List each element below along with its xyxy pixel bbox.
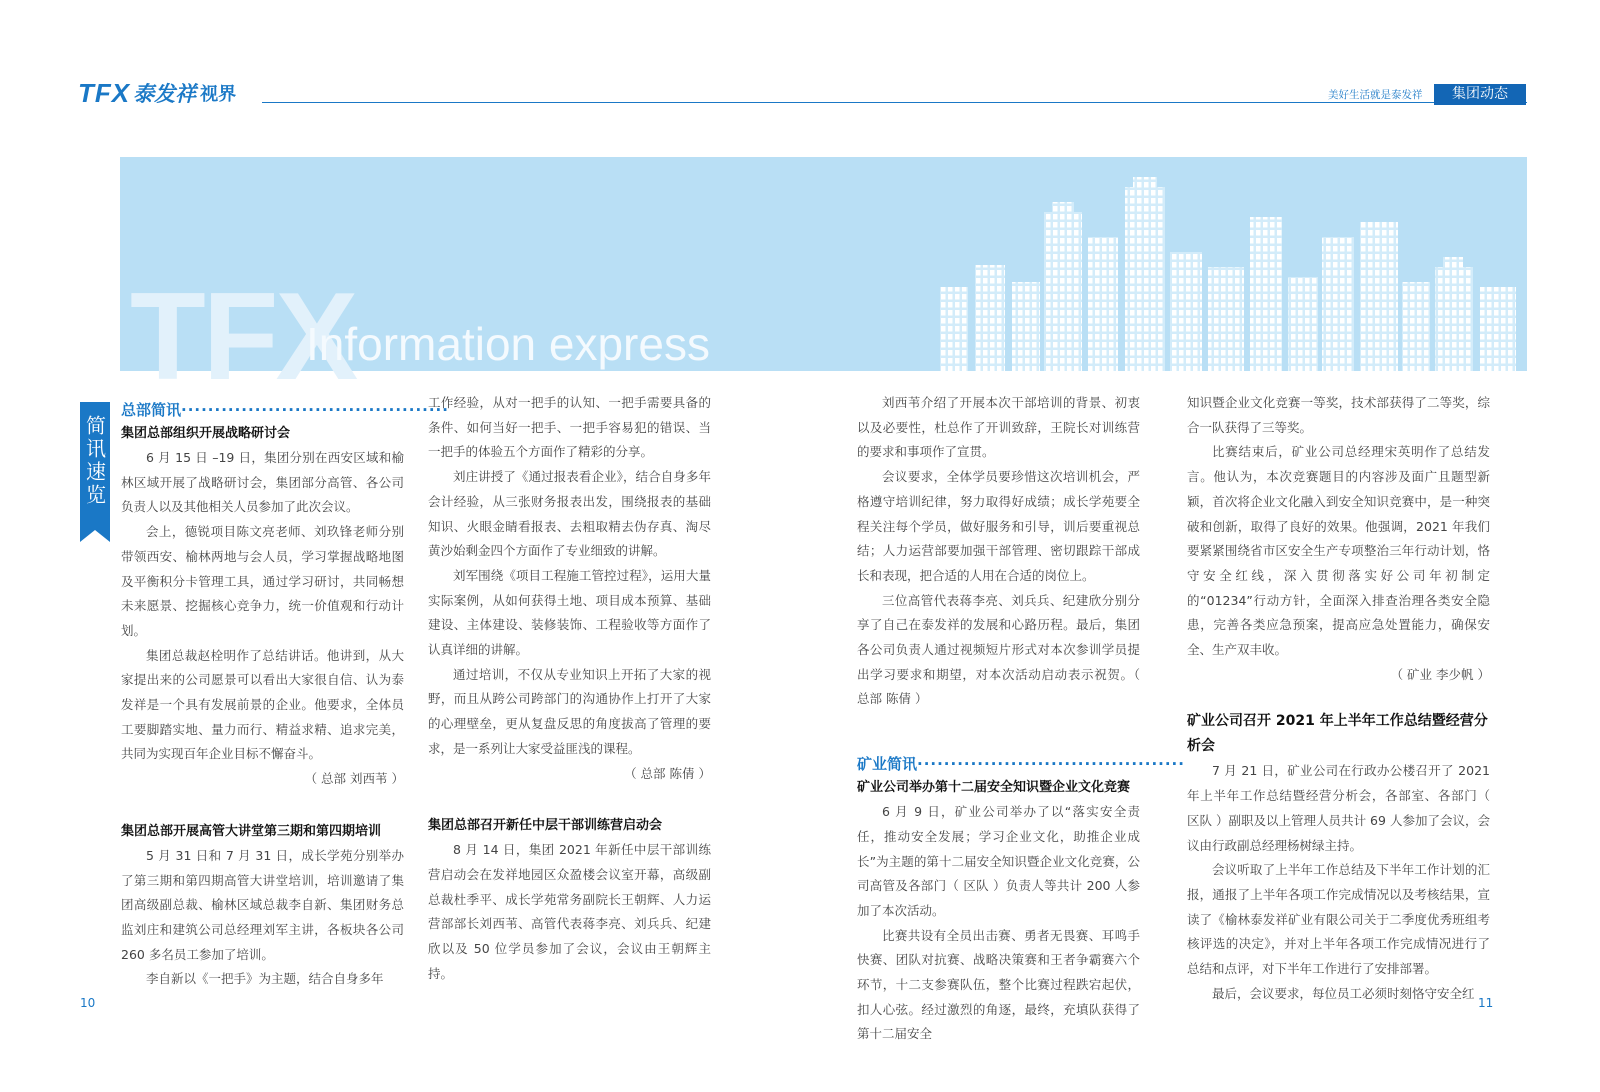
- paragraph: 刘军围绕《项目工程施工管控过程》，运用大量实际案例，从如何获得土地、项目成本预算、基础建设、主体建设、装修装饰、工程验收等方面作了认真详细的讲解。: [428, 567, 711, 658]
- paragraph: 会上，德锐项目陈文亮老师、刘玖锋老师分别带领西安、榆林两地与会人员，学习掌握战略地图及平衡积分卡管理工具，通过学习研讨，共同畅想未来愿景、挖掘核心竞争力，统一价值观和行动计划。: [121, 524, 404, 638]
- brand-logo: [78, 77, 237, 108]
- paragraph: 知识暨企业文化竞赛一等奖，技术部获得了二等奖，综合一队获得了三等奖。: [1187, 395, 1490, 435]
- paragraph: 会议听取了上半年工作总结及下半年工作计划的汇报，通报了上半年各项工作完成情况以及考核结果，宣读了《榆林泰发祥矿业有限公司关于二季度优秀班组考核评选的决定》，并对上半年各项工作完成情况进行了总结和点评，对下半年工作进行了安排部署。: [1187, 862, 1490, 977]
- paragraph: 三位高管代表蒋李亮、刘兵兵、纪建欣分别分享了自己在泰发祥的发展和心路历程。最后，集团各公司负责人通过视频短片形式对本次参训学员提出学习要求和期望，对本次活动启动表示祝贺。（ 总部 陈倩 ）: [857, 592, 1140, 707]
- paragraph: 7 月 21 日，矿业公司在行政办公楼召开了 2021 年上半年工作总结暨经营分析会，各部室、各部门（ 区队 ）副职及以上管理人员共计 69 人参加了会议，会议由行政副总经理杨树绿主持。: [1187, 763, 1490, 853]
- article-title-strategy-seminar: 集团总部组织开展战略研讨会: [121, 426, 291, 441]
- byline: （ 总部 刘西苇 ）: [304, 771, 404, 787]
- brand-chinese-name: 泰发祥: [133, 82, 197, 106]
- paragraph: 李自新以《一把手》为主题，结合自身多年: [146, 971, 384, 987]
- paragraph: 最后，会议要求，每位员工必须时刻恪守安全红: [1212, 985, 1475, 1001]
- city-skyline-illustration: [940, 157, 1527, 371]
- banner: [120, 157, 1527, 406]
- paragraph: 5 月 31 日和 7 月 31 日，成长学苑分别举办了第三期和第四期高管大讲堂培训，培训邀请了集团高级副总裁、榆林区域总裁李自新、集团财务总监刘庄和建筑公司总经理刘军主讲，各板块各公司 260 多名员工参加了培训。: [121, 847, 404, 962]
- vertical-section-tab: [80, 402, 110, 542]
- ribbon-tail-icon: [80, 518, 110, 542]
- article-title-training-camp: 集团总部召开新任中层干部训练营启动会: [428, 818, 663, 834]
- paragraph: 6 月 15 日 –19 日，集团分别在西安区域和榆林区域开展了战略研讨会，集团部分高管、各公司负责人以及其他相关人员参加了此次会议。: [121, 450, 404, 515]
- page-number-right: 11: [1478, 996, 1494, 1010]
- byline: （ 总部 陈倩 ）: [624, 765, 711, 781]
- paragraph: 通过培训，不仅从专业知识上开拓了大家的视野，而且从跨公司跨部门的沟通协作上打开了大家的心理壁垒，更从复盘反思的角度拔高了管理的要求，是一系列让大家受益匪浅的课程。: [428, 666, 711, 756]
- article-title-safety-contest: 矿业公司举办第十二届安全知识暨企业文化竞赛: [857, 780, 1131, 796]
- paragraph: 6 月 9 日，矿业公司举办了以“落实安全责任，推动安全发展；学习企业文化，助推企业成长”为主题的第十二届安全知识暨企业文化竞赛，公司高管及各部门（ 区队 ）负责人等共计 200 人参加了本次活动。: [857, 804, 1140, 918]
- brand-tfx: TFX: [78, 77, 131, 108]
- paragraph: 集团总裁赵栓明作了总结讲话。他讲到，从大家提出来的公司愿景可以看出大家很自信、认为泰发祥是一个具有发展前景的企业。他要求，全体员工要脚踏实地、量力而行、精益求精、追求完美，共同为实现百年企业目标不懈奋斗。: [121, 647, 404, 762]
- article-title-mid-year-review: 矿业公司召开 2021 年上半年工作总结暨经营分析会: [1187, 713, 1488, 755]
- article-title-executive-lecture: 集团总部开展高管大讲堂第三期和第四期培训: [121, 823, 382, 839]
- paragraph: 刘庄讲授了《通过报表看企业》，结合自身多年会计经验，从三张财务报表出发，围绕报表的基础知识、火眼金睛看报表、去粗取精去伪存真、淘尽黄沙始剩金四个方面作了专业细致的讲解。: [428, 469, 711, 559]
- page-number-left: 10: [80, 996, 96, 1010]
- section-tag: 集团动态: [1434, 84, 1526, 105]
- header-slogan: 美好生活就是泰发祥: [1328, 89, 1423, 101]
- column-4: [1187, 391, 1490, 1006]
- paragraph: 比赛结束后，矿业公司总经理宋英明作了总结发言。他认为，本次竞赛题目的内容涉及面广且题型新颖，首次将企业文化融入到安全知识竞赛中，是一种突破和创新，取得了良好的效果。他强调，2021 年我们要紧紧围绕省市区安全生产专项整治三年行动计划，恪守安全红线，深入贯彻落实好公司年初制定的“01234”行动方针，全面深入排查治理各类安全隐患，完善各类应急预案，提高应急处置能力，确保安全、生产双丰收。: [1187, 444, 1490, 658]
- paragraph: 刘西苇介绍了开展本次干部培训的背景、初衷以及必要性，杜总作了开训致辞，王院长对训练营的要求和事项作了宣贯。: [857, 395, 1140, 460]
- paragraph: 8 月 14 日，集团 2021 年新任中层干部训练营启动会在发祥地园区众盈楼会议室开幕，高级副总裁杜季平、成长学苑常务副院长王朝辉、人力运营部部长刘西苇、高管代表蒋李亮、刘兵兵、纪建欣以及 50 位学员参加了会议，会议由王朝辉主持。: [428, 842, 711, 981]
- column-2: [428, 391, 711, 986]
- section-heading-hq: 总部简讯········································: [121, 401, 449, 419]
- header-rule: [262, 102, 1527, 103]
- banner-ghost-logo: TFX: [130, 268, 356, 406]
- column-3: [857, 391, 1185, 1047]
- paragraph: 会议要求，全体学员要珍惜这次培训机会，严格遵守培训纪律，努力取得好成绩；成长学苑要全程关注每个学员，做好服务和引导，训后要重视总结；人力运营部要加强干部管理、密切跟踪干部成长和表现，把合适的人用在合适的岗位上。: [857, 469, 1140, 583]
- brand-subtitle: 视界: [200, 84, 237, 105]
- column-1: [121, 398, 449, 992]
- vertical-tab-label: 简讯速览: [80, 402, 110, 520]
- byline: （ 矿业 李少帆 ）: [1390, 666, 1490, 682]
- section-heading-mining: 矿业简讯········································: [857, 755, 1185, 774]
- banner-subtitle: Information express: [306, 318, 710, 370]
- paragraph: 工作经验，从对一把手的认知、一把手需要具备的条件、如何当好一把手、一把手容易犯的错误、当一把手的体验五个方面作了精彩的分享。: [428, 395, 711, 460]
- paragraph: 比赛共设有全员出击赛、勇者无畏赛、耳鸣手快赛、团队对抗赛、战略决策赛和王者争霸赛六个环节，十二支参赛队伍，整个比赛过程跌宕起伏，扣人心弦。经过激烈的角逐，最终，充填队获得了第十二届安全: [857, 927, 1140, 1042]
